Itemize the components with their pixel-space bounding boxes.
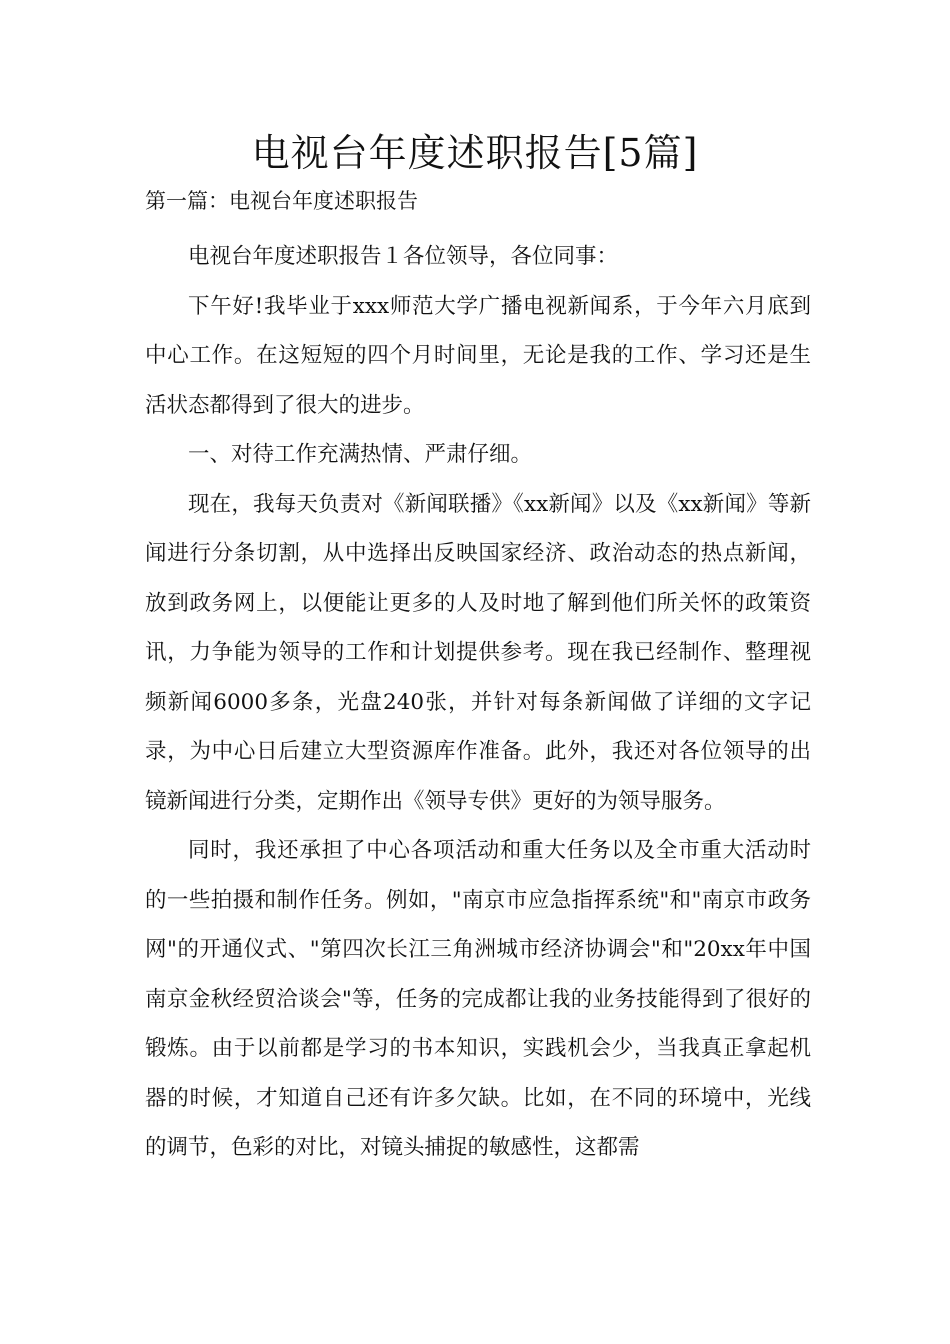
- section-heading: 第一篇：电视台年度述职报告: [145, 189, 418, 213]
- paragraph-news-work: 现在，我每天负责对《新闻联播》《xx新闻》以及《xx新闻》等新闻进行分条切割，从中选择出反映国家经济、政治动态的热点新闻，放到政务网上，以便能让更多的人及时地了解到他们所关怀的政策资讯，力争能为领导的工作和计划提供参考。现在我已经制作、整理视频新闻6000多条，光盘240张，并针对每条新闻做了详细的文字记录，为中心日后建立大型资源库作准备。此外，我还对各位领导的出镜新闻进行分类，定期作出《领导专供》更好的为领导服务。: [145, 491, 811, 814]
- paragraph-subheading: 一、对待工作充满热情、严肃仔细。: [188, 442, 533, 467]
- document-body: [145, 232, 811, 1173]
- paragraph-tasks: 同时，我还承担了中心各项活动和重大任务以及全市重大活动时的一些拍摄和制作任务。例如，"南京市应急指挥系统"和"南京市政务网"的开通仪式、"第四次长江三角洲城市经济协调会"和"20xx年中国南京金秋经贸洽谈会"等，任务的完成都让我的业务技能得到了很好的锻炼。由于以前都是学习的书本知识，实践机会少，当我真正拿起机器的时候，才知道自己还有许多欠缺。比如，在不同的环境中，光线的调节，色彩的对比，对镜头捕捉的敏感性，这都需: [145, 838, 811, 1160]
- document-title: 电视台年度述职报告[5篇]: [251, 131, 699, 175]
- paragraph-greeting: 电视台年度述职报告１各位领导，各位同事：: [188, 244, 619, 269]
- paragraph-introduction: 下午好!我毕业于xxx师范大学广播电视新闻系，于今年六月底到中心工作。在这短短的四个月时间里，无论是我的工作、学习还是生活状态都得到了很大的进步。: [145, 293, 811, 418]
